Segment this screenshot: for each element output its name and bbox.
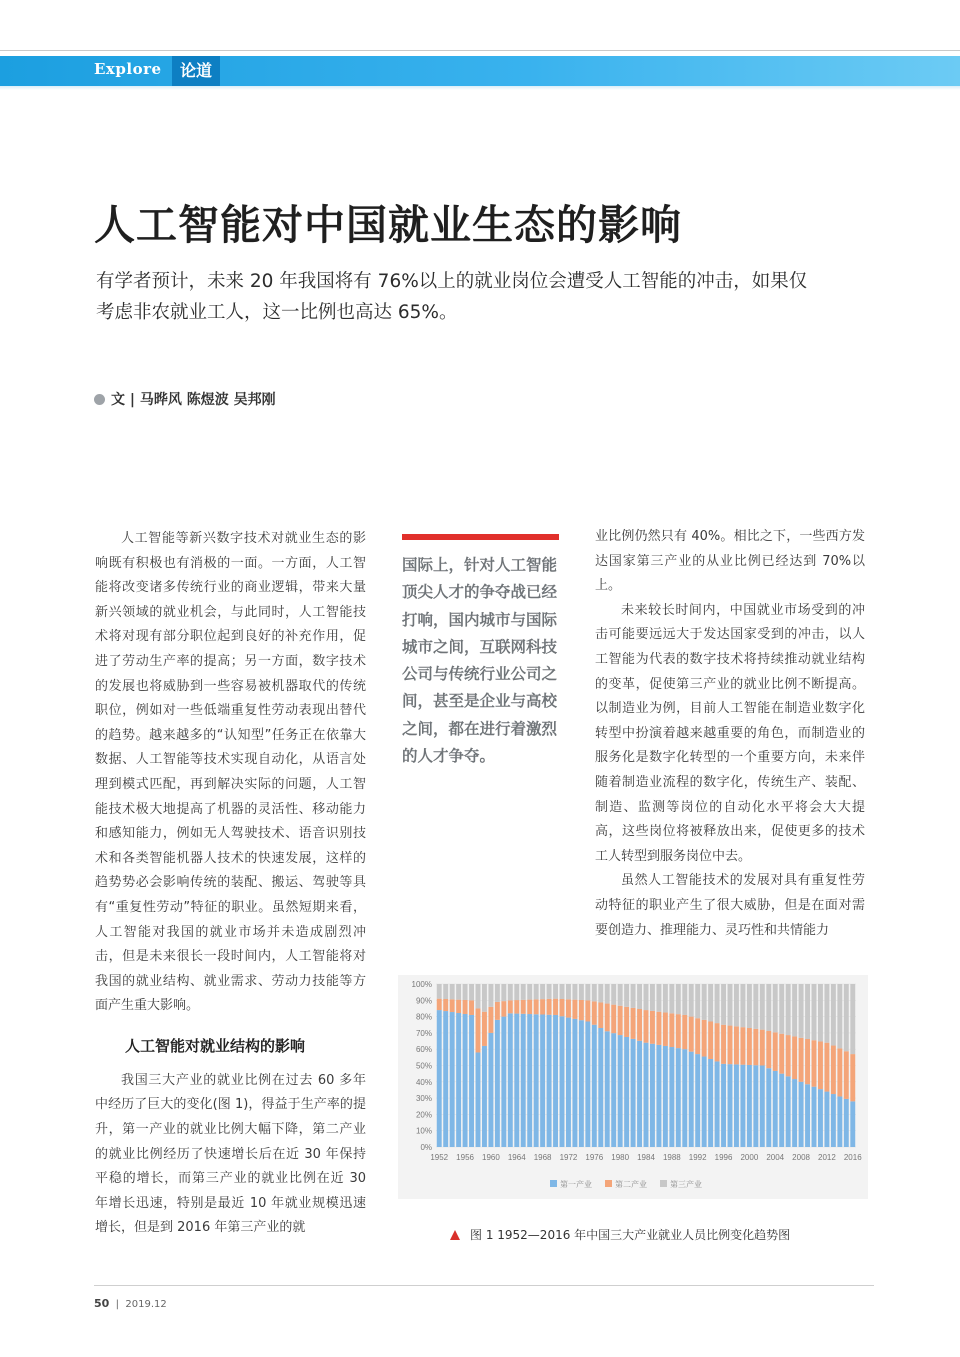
bar-segment	[508, 1000, 513, 1013]
bar-segment	[850, 1054, 855, 1101]
bar-segment	[560, 999, 565, 1016]
bar-segment	[476, 1008, 481, 1052]
bar-segment	[695, 1054, 700, 1147]
bar-segment	[760, 984, 765, 1030]
y-tick-label: 50%	[415, 1061, 432, 1071]
bar-segment	[450, 999, 455, 1012]
bar-segment	[437, 999, 442, 1010]
x-tick-label: 1988	[662, 1153, 681, 1162]
bar-segment	[592, 984, 597, 1001]
bar-segment	[799, 984, 804, 1038]
bar-segment	[682, 1015, 687, 1049]
bar-segment	[637, 984, 642, 1009]
bar-segment	[799, 1038, 804, 1082]
bar-segment	[792, 1036, 797, 1079]
bar-segment	[702, 1020, 707, 1057]
bar-segment	[682, 1049, 687, 1147]
bar-segment	[469, 1015, 474, 1147]
bar-segment	[624, 1007, 629, 1037]
bar-segment	[540, 984, 545, 999]
bar-segment	[734, 1064, 739, 1147]
bar-segment	[818, 1089, 823, 1147]
y-tick-label: 60%	[415, 1045, 432, 1055]
bar-segment	[824, 1092, 829, 1147]
bar-segment	[753, 1065, 758, 1147]
bar-segment	[618, 1006, 623, 1035]
body-paragraph: 人工智能等新兴数字技术对就业生态的影响既有积极也有消极的一面。一方面，人工智能将改变诸多传统行业的商业逻辑，带来大量新兴领域的就业机会，与此同时，人工智能技术将对现有部分职位起到良好的补充作用，促进了劳动生产率的提高；另一方面，数字技术的发展也将威胁到一些容易被机器取代的传统职位，例如对一些低端重复性劳动表现出替代的趋势。越来越多的“认知型”任务正在依靠大数据、人工智能等技术实现自动化，从语言处理到模式匹配，再到解决实际的问题，人工智能技术极大地提高了机器的灵活性、移动能力和感知能力，例如无人驾驶技术、语音识别技术和各类智能机器人技术的快速发展，这样的趋势势必会影响传统的装配、搬运、驾驶等具有“重复性劳动”特征的职业。虽然短期来看，人工智能对我国的就业市场并未造成剧烈冲击，但是未来很长一段时间内，人工智能将对我国的就业结构、就业需求、劳动力技能等方面产生重大影响。	[95, 531, 366, 1014]
bar-segment	[779, 1074, 784, 1147]
bar-segment	[728, 1064, 733, 1147]
bar-segment	[773, 984, 778, 1032]
section-subhead: 人工智能对就业结构的影响	[125, 1036, 306, 1055]
bar-segment	[514, 1014, 519, 1147]
bar-segment	[773, 1032, 778, 1071]
bar-segment	[501, 1017, 506, 1147]
bar-segment	[495, 1020, 500, 1147]
bar-segment	[534, 999, 539, 1014]
pull-quote-bar	[402, 534, 559, 540]
bar-segment	[644, 1010, 649, 1043]
bar-segment	[579, 984, 584, 1000]
bar-segment	[837, 984, 842, 1048]
bar-segment	[437, 984, 442, 999]
bar-segment	[663, 1046, 668, 1147]
bar-segment	[527, 1014, 532, 1147]
bar-segment	[753, 984, 758, 1029]
bar-segment	[844, 1051, 849, 1099]
bar-segment	[521, 1014, 526, 1147]
bar-segment	[547, 984, 552, 999]
bar-segment	[443, 999, 448, 1011]
body-paragraph: 业比例仍然只有 40%。相比之下，一些西方发达国家第三产业的从业比例已经达到 70%以上。	[595, 529, 865, 594]
bar-segment	[682, 984, 687, 1015]
bar-segment	[715, 984, 720, 1023]
bar-segment	[708, 1021, 713, 1058]
legend-label: 第三产业	[670, 1180, 702, 1189]
bar-segment	[553, 1015, 558, 1147]
bar-segment	[618, 984, 623, 1006]
y-tick-label: 40%	[415, 1077, 432, 1087]
bar-segment	[844, 1099, 849, 1147]
bar-segment	[740, 1027, 745, 1064]
bar-segment	[831, 984, 836, 1046]
bar-segment	[812, 984, 817, 1040]
bar-segment	[702, 984, 707, 1020]
bar-segment	[850, 1101, 855, 1147]
bar-segment	[637, 1009, 642, 1041]
bar-segment	[598, 984, 603, 1002]
bar-segment	[592, 1001, 597, 1024]
bar-segment	[650, 1011, 655, 1044]
bar-segment	[824, 984, 829, 1043]
bar-segment	[488, 1033, 493, 1147]
article-lead: 有学者预计，未来 20 年我国将有 76%以上的就业岗位会遭受人工智能的冲击，如果仅考虑非农就业工人，这一比例也高达 65%。	[96, 271, 808, 323]
x-tick-label: 2016	[843, 1153, 862, 1162]
bar-segment	[443, 1011, 448, 1147]
figure-caption-text: 图 1 1952—2016 年中国三大产业就业人员比例变化趋势图	[470, 1228, 791, 1242]
bar-segment	[837, 1048, 842, 1096]
body-paragraph: 未来较长时间内，中国就业市场受到的冲击可能要远远大于发达国家受到的冲击，以人工智能为代表的数字技术将持续推动就业结构的变革，促使第三产业的就业比例不断提高。以制造业为例，目前人工智能在制造业数字化转型中扮演着越来越重要的角色，而制造业的服务化是数字化转型的一个重要方向，未来伴随着制造业流程的数字化，传统生产、装配、制造、监测等岗位的自动化水平将会大大提高，这些岗位将被释放出来，促使更多的技术工人转型到服务岗位中去。	[595, 602, 865, 864]
x-tick-label: 1984	[637, 1153, 655, 1162]
bar-segment	[482, 1046, 487, 1147]
bar-segment	[566, 999, 571, 1017]
bar-segment	[456, 1000, 461, 1013]
bar-segment	[644, 984, 649, 1010]
bar-segment	[501, 984, 506, 1001]
page-number: 50	[94, 1297, 110, 1310]
bar-segment	[824, 1043, 829, 1092]
bar-segment	[656, 1012, 661, 1045]
x-tick-label: 1956	[456, 1153, 474, 1162]
bar-segment	[766, 1068, 771, 1147]
bar-segment	[463, 984, 468, 1000]
bar-segment	[534, 1014, 539, 1147]
bar-segment	[831, 1094, 836, 1147]
x-tick-label: 1996	[714, 1153, 733, 1162]
bar-segment	[728, 1026, 733, 1065]
bar-segment	[527, 1000, 532, 1014]
bar-segment	[728, 984, 733, 1026]
bar-segment	[540, 999, 545, 1014]
bar-segment	[476, 984, 481, 1008]
bar-segment	[695, 984, 700, 1018]
figure-caption	[450, 1226, 790, 1243]
bar-segment	[560, 1016, 565, 1147]
bar-segment	[560, 984, 565, 999]
bar-segment	[585, 1000, 590, 1021]
section-label-en: Explore	[94, 60, 162, 78]
bar-segment	[721, 1025, 726, 1064]
legend-swatch	[605, 1180, 612, 1187]
bar-segment	[534, 984, 539, 999]
bar-segment	[689, 1052, 694, 1147]
bar-segment	[760, 1066, 765, 1148]
right-column	[595, 525, 865, 943]
x-tick-label: 1960	[482, 1153, 500, 1162]
bar-segment	[850, 984, 855, 1054]
x-tick-label: 2008	[792, 1153, 810, 1162]
bar-segment	[747, 984, 752, 1028]
bar-segment	[656, 984, 661, 1012]
section-label-cn: 论道	[172, 56, 220, 86]
bar-segment	[611, 1033, 616, 1147]
bar-segment	[456, 984, 461, 1000]
bar-segment	[598, 1028, 603, 1147]
x-tick-label: 2000	[740, 1153, 759, 1162]
bar-segment	[631, 1039, 636, 1147]
bar-segment	[695, 1018, 700, 1054]
bar-segment	[831, 1046, 836, 1094]
bar-segment	[689, 984, 694, 1017]
bar-segment	[799, 1082, 804, 1147]
top-rule	[0, 50, 960, 51]
bar-segment	[508, 984, 513, 1000]
bar-segment	[624, 984, 629, 1007]
left-column	[95, 527, 366, 1241]
bar-segment	[637, 1041, 642, 1147]
bar-segment	[450, 984, 455, 999]
bar-segment	[708, 1059, 713, 1147]
x-tick-label: 2012	[818, 1153, 836, 1162]
bar-segment	[572, 1000, 577, 1019]
bar-segment	[812, 1087, 817, 1147]
bar-segment	[805, 1039, 810, 1084]
bar-segment	[734, 984, 739, 1026]
bar-segment	[740, 984, 745, 1027]
bar-segment	[715, 1023, 720, 1061]
bar-segment	[585, 984, 590, 1000]
bar-segment	[618, 1035, 623, 1147]
bar-segment	[605, 984, 610, 1004]
bar-segment	[631, 1008, 636, 1039]
x-tick-label: 1952	[430, 1153, 449, 1162]
footer-rule	[94, 1285, 874, 1286]
caption-triangle-icon	[450, 1230, 460, 1240]
byline	[94, 389, 276, 409]
bar-segment	[611, 984, 616, 1005]
bar-segment	[779, 984, 784, 1034]
bar-segment	[521, 984, 526, 1000]
bar-segment	[792, 1079, 797, 1147]
bar-segment	[786, 1035, 791, 1076]
bar-segment	[669, 1013, 674, 1047]
y-tick-label: 70%	[415, 1028, 432, 1038]
x-tick-label: 1980	[611, 1153, 630, 1162]
bar-segment	[553, 999, 558, 1015]
x-tick-label: 1968	[533, 1153, 552, 1162]
bar-segment	[495, 1002, 500, 1020]
x-tick-label: 2004	[766, 1153, 785, 1162]
bar-segment	[605, 1031, 610, 1147]
bar-segment	[676, 1014, 681, 1048]
bar-segment	[508, 1013, 513, 1147]
bar-segment	[437, 1010, 442, 1147]
bar-segment	[650, 1044, 655, 1147]
bar-segment	[443, 984, 448, 999]
bar-segment	[488, 984, 493, 1007]
bar-segment	[476, 1052, 481, 1147]
bar-segment	[463, 1014, 468, 1147]
bar-segment	[611, 1005, 616, 1034]
bar-segment	[514, 1000, 519, 1014]
bar-segment	[495, 984, 500, 1002]
bar-segment	[740, 1065, 745, 1147]
bar-segment	[566, 984, 571, 999]
x-tick-label: 1972	[559, 1153, 578, 1162]
x-tick-label: 1964	[507, 1153, 526, 1162]
x-tick-label: 1976	[585, 1153, 604, 1162]
bar-segment	[579, 1000, 584, 1020]
bar-segment	[553, 984, 558, 999]
bar-segment	[812, 1040, 817, 1086]
y-tick-label: 0%	[420, 1143, 432, 1152]
bar-segment	[450, 1012, 455, 1147]
bar-segment	[514, 984, 519, 1000]
bar-segment	[585, 1021, 590, 1147]
page-footer: 50 | 2019.12	[94, 1297, 167, 1310]
body-paragraph: 我国三大产业的就业比例在过去 60 多年中经历了巨大的变化(图 1)，得益于生产率的提升，第一产业的就业比例大幅下降，第二产业的就业比例经历了快速增长后在近 30 年保持平稳的增长，而第三产业的就业比例在近 30 年增长迅速，特别是最近 10 年就业规模迅速增长，但是到 2016 年第三产业的就	[95, 1072, 366, 1236]
y-tick-label: 90%	[415, 996, 432, 1006]
legend-label: 第二产业	[615, 1180, 647, 1189]
bar-segment	[721, 984, 726, 1025]
bar-segment	[598, 1002, 603, 1028]
bar-segment	[579, 1020, 584, 1147]
bar-segment	[689, 1017, 694, 1052]
bar-segment	[837, 1096, 842, 1147]
bar-segment	[805, 1084, 810, 1147]
bar-segment	[521, 1000, 526, 1014]
bar-segment	[818, 1041, 823, 1089]
bar-segment	[663, 984, 668, 1013]
bar-segment	[656, 1045, 661, 1147]
y-tick-label: 30%	[415, 1094, 432, 1104]
bar-segment	[566, 1018, 571, 1147]
bar-segment	[663, 1013, 668, 1046]
bar-segment	[676, 1048, 681, 1147]
x-tick-label: 1992	[688, 1153, 707, 1162]
bar-segment	[469, 984, 474, 1000]
section-banner	[0, 56, 960, 86]
bar-segment	[760, 1030, 765, 1066]
bar-segment	[469, 1000, 474, 1015]
bar-segment	[715, 1061, 720, 1147]
y-tick-label: 80%	[415, 1012, 432, 1022]
bar-segment	[631, 984, 636, 1008]
article-title: 人工智能对中国就业生态的影响	[94, 201, 682, 249]
pull-quote: 国际上，针对人工智能顶尖人才的争夺战已经打响，国内城市与国际城市之间，互联网科技公司与传统行业公司之间，甚至是企业与高校之间，都在进行着激烈的人才争夺。	[402, 556, 558, 766]
bar-segment	[605, 1004, 610, 1032]
bar-segment	[844, 984, 849, 1051]
y-tick-label: 10%	[415, 1126, 432, 1136]
bar-segment	[747, 1065, 752, 1147]
bar-segment	[572, 1019, 577, 1147]
bar-segment	[792, 984, 797, 1036]
bar-segment	[773, 1071, 778, 1147]
bar-segment	[747, 1028, 752, 1065]
bar-segment	[482, 984, 487, 1012]
y-tick-label: 100%	[411, 980, 432, 989]
bar-segment	[650, 984, 655, 1011]
y-tick-label: 20%	[415, 1110, 432, 1120]
bar-segment	[676, 984, 681, 1014]
legend-label: 第一产业	[560, 1180, 592, 1189]
issue-number: 2019.12	[125, 1299, 167, 1310]
bar-segment	[456, 1013, 461, 1147]
bar-segment	[463, 1000, 468, 1014]
bar-segment	[644, 1043, 649, 1147]
bar-segment	[669, 984, 674, 1013]
byline-text: 文 | 马晔风 陈煜波 吴邦刚	[111, 392, 276, 408]
bar-segment	[527, 984, 532, 1000]
bar-segment	[786, 984, 791, 1035]
bar-segment	[592, 1025, 597, 1147]
bar-segment	[779, 1034, 784, 1074]
body-paragraph: 虽然人工智能技术的发展对具有重复性劳动特征的职业产生了很大威胁，但是在面对需要创造力、推理能力、灵巧性和共情能力	[595, 873, 865, 938]
bar-segment	[766, 1031, 771, 1068]
bar-segment	[547, 999, 552, 1015]
bar-segment	[753, 1029, 758, 1065]
bar-segment	[805, 984, 810, 1039]
bar-segment	[669, 1047, 674, 1147]
bar-segment	[624, 1037, 629, 1147]
bar-segment	[734, 1026, 739, 1064]
byline-bullet-icon	[94, 394, 105, 405]
bar-segment	[818, 984, 823, 1041]
bar-segment	[540, 1015, 545, 1147]
figure-1-chart	[398, 975, 868, 1199]
bar-segment	[721, 1064, 726, 1147]
banner-shadow	[0, 86, 960, 90]
bar-segment	[702, 1057, 707, 1147]
bar-segment	[488, 1007, 493, 1033]
bar-segment	[766, 984, 771, 1031]
bar-segment	[786, 1076, 791, 1147]
bar-segment	[501, 1001, 506, 1016]
legend-swatch	[660, 1180, 667, 1187]
bar-segment	[708, 984, 713, 1021]
bar-segment	[572, 984, 577, 1000]
bar-segment	[547, 1015, 552, 1147]
legend-swatch	[550, 1180, 557, 1187]
employment-share-chart	[398, 975, 868, 1199]
bar-segment	[482, 1012, 487, 1046]
